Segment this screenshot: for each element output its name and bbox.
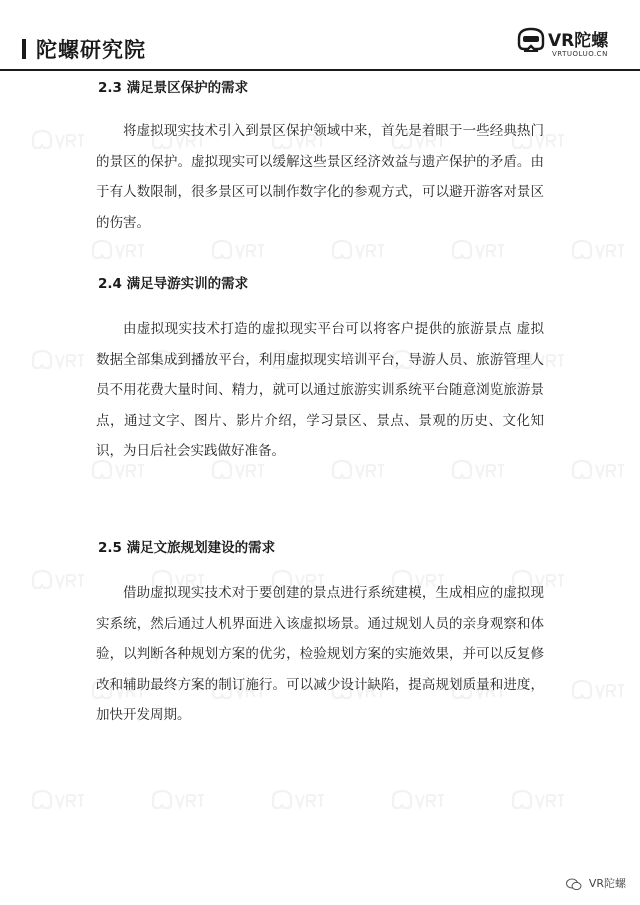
watermark-logo-icon bbox=[570, 677, 626, 707]
section-2-5 bbox=[96, 538, 558, 723]
watermark-logo-icon bbox=[570, 237, 626, 267]
footer-source bbox=[566, 875, 626, 891]
watermark-logo-icon bbox=[150, 787, 206, 817]
section-2-3 bbox=[96, 78, 558, 231]
watermark-logo-icon bbox=[30, 127, 86, 157]
header-divider bbox=[0, 69, 640, 71]
brand-logo bbox=[514, 22, 626, 66]
logo-url: VRTUOLUO.CN bbox=[552, 50, 608, 58]
watermark-logo-icon bbox=[30, 567, 86, 597]
watermark-logo-icon bbox=[270, 787, 326, 817]
watermark-logo-icon bbox=[90, 237, 146, 267]
header-accent-bar bbox=[22, 39, 26, 59]
page-title: 陀螺研究院 bbox=[36, 38, 146, 62]
wechat-icon bbox=[566, 878, 582, 891]
page-header bbox=[0, 0, 640, 72]
watermark-logo-icon bbox=[570, 457, 626, 487]
watermark-logo-icon bbox=[510, 787, 566, 817]
watermark-logo-icon bbox=[30, 347, 86, 377]
section-heading: 2.5 满足文旅规划建设的需求 bbox=[98, 540, 276, 556]
watermark-logo-icon bbox=[450, 237, 506, 267]
footer-label: VR陀螺 bbox=[588, 877, 626, 890]
section-heading: 2.4 满足导游实训的需求 bbox=[98, 276, 249, 292]
section-body: 将虚拟现实技术引入到景区保护领域中来，首先是着眼于一些经典热门的景区的保护。虚拟现实可以缓解这些景区经济效益与遗产保护的矛盾。由于有人数限制，很多景区可以制作数字化的参观方式，可以避开游客对景区的伤害。 bbox=[96, 123, 544, 231]
watermark-logo-icon bbox=[30, 787, 86, 817]
logo-wordmark: VR陀螺 bbox=[548, 31, 609, 51]
watermark-logo-icon bbox=[330, 237, 386, 267]
watermark-logo-icon bbox=[210, 237, 266, 267]
watermark-logo-icon bbox=[390, 787, 446, 817]
section-body: 借助虚拟现实技术对于要创建的景点进行系统建模，生成相应的虚拟现实系统，然后通过人机界面进入该虚拟场景。通过规划人员的亲身观察和体验，以判断各种规划方案的优劣，检验规划方案的实施效果，并可以反复修改和辅助最终方案的制订施行。可以减少设计缺陷，提高规划质量和进度，加快开发周期。 bbox=[96, 585, 544, 723]
section-body: 由虚拟现实技术打造的虚拟现实平台可以将客户提供的旅游景点 虚拟数据全部集成到播放平台，利用虚拟现实培训平台，导游人员、旅游管理人员不用花费大量时间、精力，就可以通过旅游实训系统平台随意浏览旅游景点，通过文字、图片、影片介绍，学习景区、景点、景观的历史、文化知识，为日后社会实践做好准备。 bbox=[96, 321, 544, 459]
vr-headset-icon bbox=[514, 24, 548, 56]
section-heading: 2.3 满足景区保护的需求 bbox=[98, 80, 249, 96]
section-2-4 bbox=[96, 274, 558, 459]
